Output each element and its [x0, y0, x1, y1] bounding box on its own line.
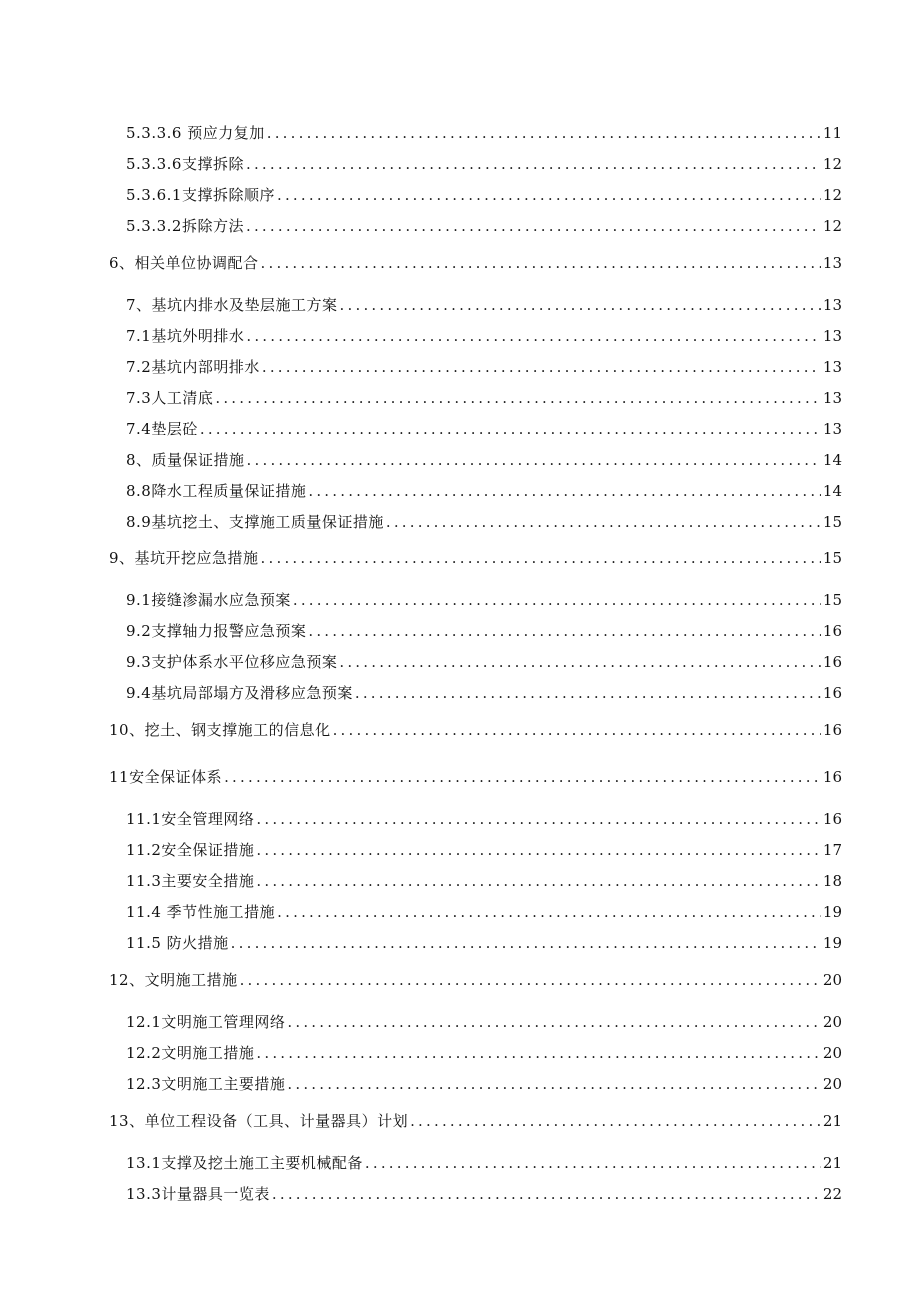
toc-entry[interactable]: [126, 149, 842, 173]
toc-entry-page: 11: [822, 124, 842, 142]
toc-entry[interactable]: [126, 383, 842, 407]
toc-entry[interactable]: [126, 352, 842, 376]
toc-entry-title: 8.9基坑挖土、支撑施工质量保证措施: [126, 513, 384, 531]
toc-dot-leader: [215, 389, 821, 407]
toc-entry-title: 11安全保证体系: [109, 768, 223, 786]
toc-dot-leader: [308, 622, 821, 640]
toc-entry-title: 11.1安全管理网络: [126, 810, 255, 828]
toc-entry-title: 13.3计量器具一览表: [126, 1185, 270, 1203]
toc-entry-page: 16: [822, 768, 842, 786]
toc-entry[interactable]: [126, 1069, 842, 1093]
toc-dot-leader: [224, 768, 821, 786]
toc-entry[interactable]: [126, 647, 842, 671]
toc-entry[interactable]: [126, 476, 842, 500]
toc-dot-leader: [261, 254, 821, 272]
toc-entry-page: 16: [822, 684, 842, 702]
toc-entry-title: 11.3主要安全措施: [126, 872, 255, 890]
toc-entry-page: 12: [822, 155, 842, 173]
toc-entry-title: 7.3人工清底: [126, 389, 214, 407]
toc-entry-page: 20: [822, 971, 842, 989]
toc-entry-title: 7.1基坑外明排水: [126, 327, 245, 345]
toc-dot-leader: [256, 1044, 821, 1062]
toc-entry[interactable]: [126, 585, 842, 609]
toc-entry[interactable]: [126, 1038, 842, 1062]
toc-entry[interactable]: [126, 1148, 842, 1172]
toc-entry[interactable]: [126, 507, 842, 531]
toc-entry-title: 11.4 季节性施工措施: [126, 903, 276, 921]
toc-dot-leader: [355, 684, 821, 702]
toc-entry[interactable]: [109, 1106, 842, 1130]
toc-entry-page: 21: [822, 1112, 842, 1130]
toc-entry-page: 16: [822, 622, 842, 640]
toc-dot-leader: [386, 513, 821, 531]
toc-entry[interactable]: [126, 180, 842, 204]
toc-entry[interactable]: [126, 616, 842, 640]
toc-entry-title: 12.3文明施工主要措施: [126, 1075, 286, 1093]
toc-dot-leader: [293, 591, 821, 609]
toc-dot-leader: [261, 549, 821, 567]
toc-entry-title: 9.4基坑局部塌方及滑移应急预案: [126, 684, 353, 702]
toc-entry-page: 13: [822, 254, 842, 272]
toc-dot-leader: [200, 420, 821, 438]
toc-entry-page: 13: [822, 296, 842, 314]
toc-entry-title: 5.3.3.6 预应力复加: [126, 124, 265, 142]
toc-entry-page: 15: [822, 549, 842, 567]
toc-entry[interactable]: [126, 804, 842, 828]
toc-dot-leader: [262, 358, 821, 376]
toc-entry[interactable]: [109, 762, 842, 786]
toc-entry[interactable]: [126, 445, 842, 469]
toc-entry-page: 20: [822, 1013, 842, 1031]
toc-dot-leader: [246, 155, 821, 173]
toc-dot-leader: [277, 186, 821, 204]
toc-entry-page: 19: [822, 903, 842, 921]
toc-dot-leader: [287, 1013, 821, 1031]
toc-entry-page: 13: [822, 358, 842, 376]
toc-entry-title: 13、单位工程设备（工具、计量器具）计划: [109, 1112, 409, 1130]
toc-entry-title: 5.3.6.1支撑拆除顺序: [126, 186, 275, 204]
toc-dot-leader: [365, 1154, 821, 1172]
toc-entry[interactable]: [109, 715, 842, 739]
toc-entry-title: 12.1文明施工管理网络: [126, 1013, 286, 1031]
toc-entry[interactable]: [126, 897, 842, 921]
toc-entry[interactable]: [126, 678, 842, 702]
toc-dot-leader: [246, 327, 821, 345]
toc-entry[interactable]: [126, 835, 842, 859]
toc-entry-page: 16: [822, 810, 842, 828]
toc-entry-page: 15: [822, 513, 842, 531]
toc-dot-leader: [410, 1112, 821, 1130]
toc-dot-leader: [277, 903, 821, 921]
toc-entry-title: 6、相关单位协调配合: [109, 254, 259, 272]
toc-dot-leader: [246, 217, 821, 235]
toc-dot-leader: [256, 810, 821, 828]
toc-entry[interactable]: [126, 211, 842, 235]
toc-entry-page: 18: [822, 872, 842, 890]
toc-entry[interactable]: [126, 414, 842, 438]
toc-entry-title: 9、基坑开挖应急措施: [109, 549, 259, 567]
toc-entry-title: 7、基坑内排水及垫层施工方案: [126, 296, 338, 314]
toc-entry-title: 9.2支撑轴力报警应急预案: [126, 622, 307, 640]
toc-entry[interactable]: [126, 1007, 842, 1031]
toc-entry-title: 9.3支护体系水平位移应急预案: [126, 653, 338, 671]
toc-entry[interactable]: [126, 1179, 842, 1203]
toc-entry[interactable]: [126, 290, 842, 314]
toc-dot-leader: [267, 124, 821, 142]
toc-entry-title: 5.3.3.2拆除方法: [126, 217, 244, 235]
toc-entry-title: 5.3.3.6支撑拆除: [126, 155, 244, 173]
toc-entry-page: 13: [822, 389, 842, 407]
toc-dot-leader: [256, 872, 821, 890]
toc-dot-leader: [272, 1185, 821, 1203]
toc-entry-page: 16: [822, 653, 842, 671]
toc-entry-title: 7.4垫层砼: [126, 420, 198, 438]
toc-entry-title: 8、质量保证措施: [126, 451, 245, 469]
toc-entry-page: 19: [822, 934, 842, 952]
toc-entry[interactable]: [126, 321, 842, 345]
toc-entry-page: 13: [822, 327, 842, 345]
toc-dot-leader: [247, 451, 821, 469]
toc-entry-page: 13: [822, 420, 842, 438]
toc-entry-title: 11.5 防火措施: [126, 934, 229, 952]
toc-dot-leader: [333, 721, 821, 739]
toc-entry-title: 10、挖土、钢支撑施工的信息化: [109, 721, 331, 739]
toc-entry[interactable]: [126, 928, 842, 952]
toc-entry[interactable]: [109, 965, 842, 989]
toc-dot-leader: [231, 934, 821, 952]
toc-dot-leader: [308, 482, 821, 500]
toc-entry-page: 15: [822, 591, 842, 609]
toc-dot-leader: [240, 971, 821, 989]
toc-entry-page: 21: [822, 1154, 842, 1172]
toc-dot-leader: [339, 653, 821, 671]
toc-entry-title: 9.1接缝渗漏水应急预案: [126, 591, 291, 609]
toc-entry[interactable]: [109, 543, 842, 567]
toc-entry[interactable]: [109, 248, 842, 272]
toc-dot-leader: [287, 1075, 821, 1093]
toc-entry-page: 16: [822, 721, 842, 739]
toc-entry-page: 17: [822, 841, 842, 859]
toc-entry-title: 8.8降水工程质量保证措施: [126, 482, 307, 500]
toc-entry-page: 12: [822, 186, 842, 204]
toc-entry-page: 14: [822, 451, 842, 469]
toc-entry-page: 14: [822, 482, 842, 500]
toc-dot-leader: [256, 841, 821, 859]
toc-entry[interactable]: [126, 118, 842, 142]
toc-entry-title: 11.2安全保证措施: [126, 841, 255, 859]
toc-entry-page: 20: [822, 1075, 842, 1093]
toc-entry-page: 22: [822, 1185, 842, 1203]
toc-entry[interactable]: [126, 866, 842, 890]
toc-entry-title: 12.2文明施工措施: [126, 1044, 255, 1062]
toc-entry-page: 12: [822, 217, 842, 235]
toc-entry-title: 13.1支撑及挖土施工主要机械配备: [126, 1154, 363, 1172]
toc-entry-page: 20: [822, 1044, 842, 1062]
toc-entry-title: 7.2基坑内部明排水: [126, 358, 260, 376]
toc-entry-title: 12、文明施工措施: [109, 971, 238, 989]
toc-dot-leader: [340, 296, 821, 314]
